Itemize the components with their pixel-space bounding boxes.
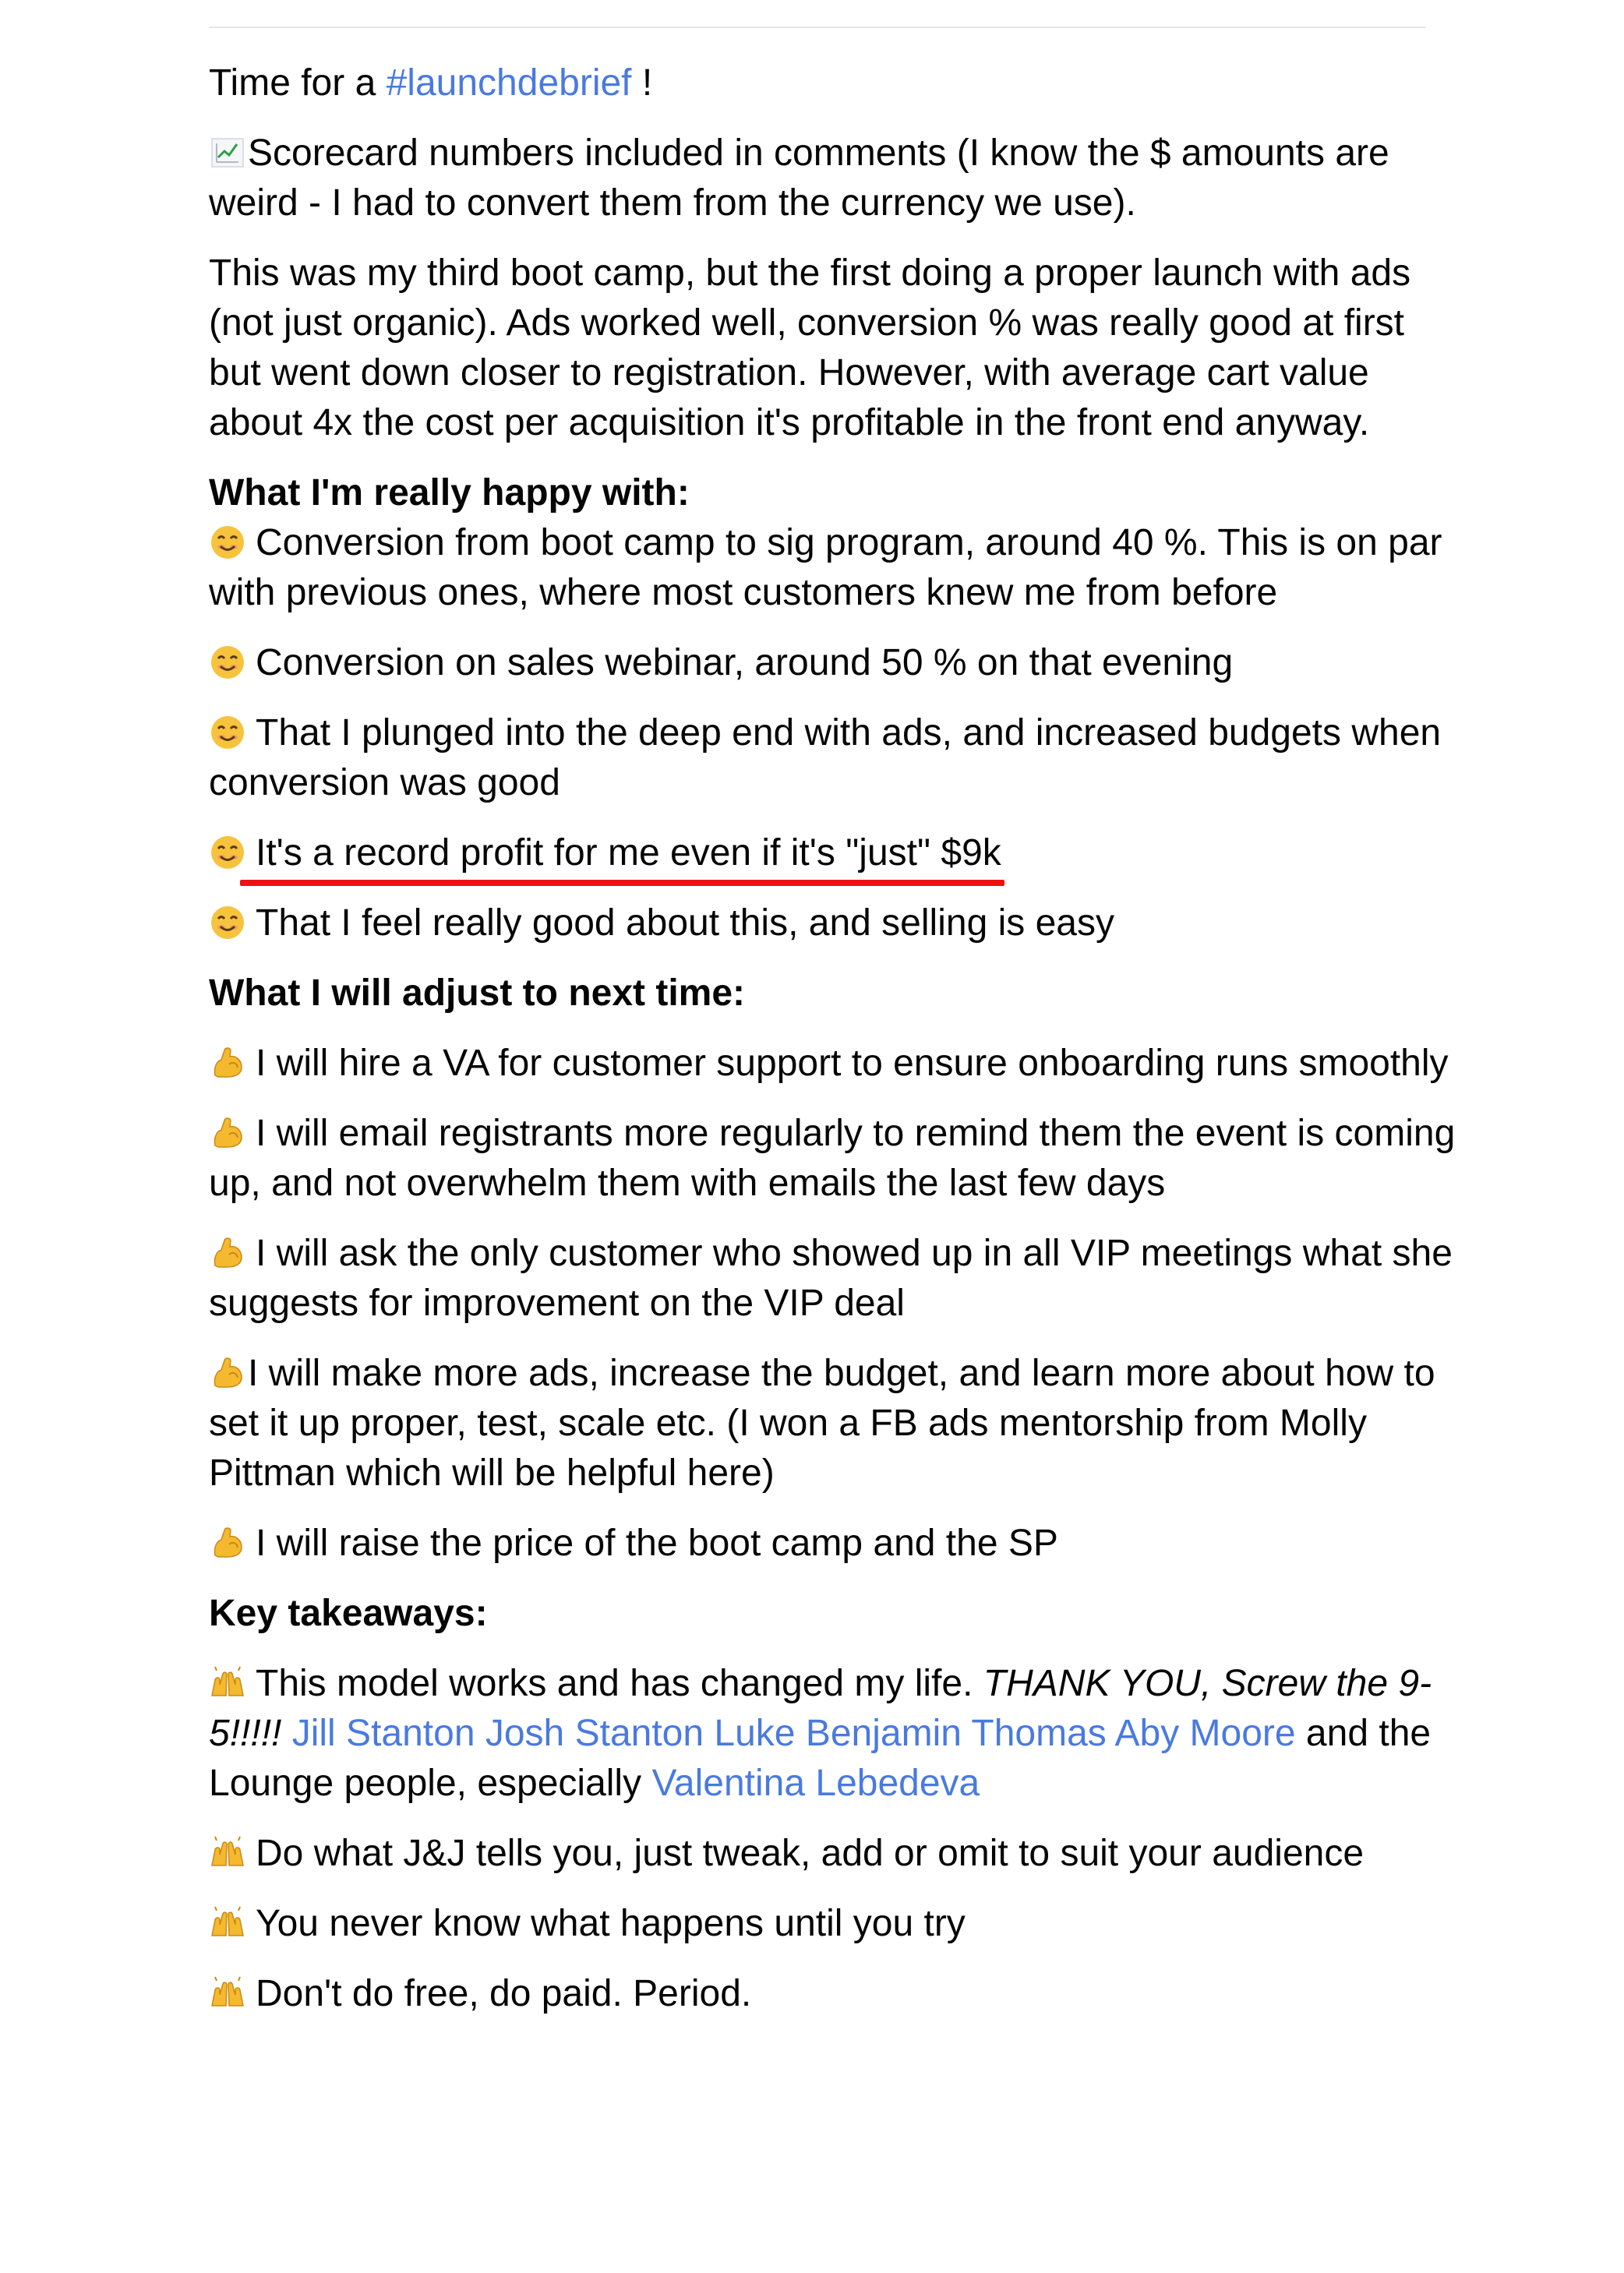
raising-hands-icon [209, 1834, 246, 1872]
happy-item [209, 518, 1456, 618]
flexed-biceps-icon [209, 1234, 246, 1272]
raising-hands-icon [209, 1975, 246, 2012]
takeaways-heading: Key takeaways: [209, 1593, 488, 1634]
intro-prefix: Time for a [209, 62, 387, 104]
summary-paragraph: This was my third boot camp, but the first doing a proper launch with ads (not just organic). Ads worked well, conversion % was really good at first but went down closer to registration. However, with average cart value about 4x the cost per acquisition it's profitable in the front end anyway. [209, 252, 1411, 443]
mention-valentina-lebedeva[interactable]: Valentina Lebedeva [651, 1763, 980, 1804]
chart-increasing-icon [209, 134, 246, 171]
takeaway-item-thanks [209, 1659, 1456, 1809]
flexed-biceps-icon [209, 1044, 246, 1082]
intro-suffix: ! [631, 62, 653, 104]
red-underline-annotation [240, 880, 1004, 886]
adjust-item [209, 1519, 1456, 1569]
smiling-face-icon [209, 904, 246, 941]
mention-aby-moore[interactable]: Aby Moore [1114, 1713, 1296, 1754]
adjust-item-text: I will email registrants more regularly to remind them the event is coming up, and not overwhelm them with emails the last few days [209, 1113, 1456, 1204]
flexed-biceps-icon [209, 1114, 246, 1152]
takeaway-item [209, 1969, 1456, 2019]
flexed-biceps-icon [209, 1354, 246, 1392]
takeaway-text: This model works and has changed my life. [256, 1663, 983, 1704]
happy-item [209, 898, 1456, 948]
takeaway-item [209, 1829, 1456, 1879]
takeaway-text: Do what J&J tells you, just tweak, add or omit to suit your audience [256, 1833, 1365, 1874]
happy-heading: What I'm really happy with: [209, 472, 690, 514]
takeaway-text: You never know what happens until you try [256, 1903, 966, 1944]
scorecard-line [209, 129, 1456, 228]
happy-item-text: That I plunged into the deep end with ads, and increased budgets when conversion was good [209, 712, 1442, 803]
adjust-item-text: I will make more ads, increase the budget, and learn more about how to set it up proper, test, scale etc. (I won a FB ads mentorship from Molly Pittman which will be helpful here) [209, 1353, 1435, 1494]
adjust-item [209, 1349, 1456, 1498]
takeaway-text: Don't do free, do paid. Period. [256, 1973, 752, 2014]
adjust-item [209, 1229, 1456, 1329]
happy-item-text: That I feel really good about this, and selling is easy [256, 902, 1114, 944]
raising-hands-icon [209, 1664, 246, 1702]
happy-item-highlighted [209, 828, 1456, 878]
adjust-item-text: I will raise the price of the boot camp and the SP [256, 1523, 1058, 1564]
post-body [209, 58, 1456, 2039]
mention-josh-stanton[interactable]: Josh Stanton [485, 1713, 704, 1754]
smiling-face-icon [209, 834, 246, 871]
adjust-item [209, 1109, 1456, 1209]
adjust-item-text: I will hire a VA for customer support to ensure onboarding runs smoothly [256, 1043, 1449, 1084]
adjust-item [209, 1039, 1456, 1089]
thank-you-italic: THANK YOU, Screw the 9-5!!!!! [209, 1663, 1432, 1754]
record-profit-text: It's a record profit for me even if it's "just" $9k [256, 832, 1001, 874]
takeaway-item [209, 1899, 1456, 1949]
takeaway-middle-text: and the Lounge people, especially [209, 1713, 1432, 1804]
hashtag-link[interactable]: #launchdebrief [386, 62, 632, 104]
happy-item-text: Conversion on sales webinar, around 50 % on that evening [256, 642, 1234, 683]
smiling-face-icon [209, 644, 246, 681]
mention-luke-benjamin-thomas[interactable]: Luke Benjamin Thomas [714, 1713, 1107, 1754]
happy-item [209, 638, 1456, 688]
intro-line [209, 58, 1456, 108]
scorecard-text: Scorecard numbers included in comments (I know the $ amounts are weird - I had to convert them from the currency we use). [209, 132, 1389, 224]
adjust-item-text: I will ask the only customer who showed up in all VIP meetings what she suggests for improvement on the VIP deal [209, 1233, 1453, 1324]
flexed-biceps-icon [209, 1524, 246, 1562]
top-divider [209, 26, 1426, 28]
happy-item-text: Conversion from boot camp to sig program, around 40 %. This is on par with previous ones, where most customers knew me from before [209, 522, 1442, 613]
happy-item [209, 708, 1456, 808]
adjust-heading: What I will adjust to next time: [209, 972, 746, 1014]
raising-hands-icon [209, 1904, 246, 1942]
mention-jill-stanton[interactable]: Jill Stanton [291, 1713, 475, 1754]
smiling-face-icon [209, 714, 246, 751]
smiling-face-icon [209, 524, 246, 561]
